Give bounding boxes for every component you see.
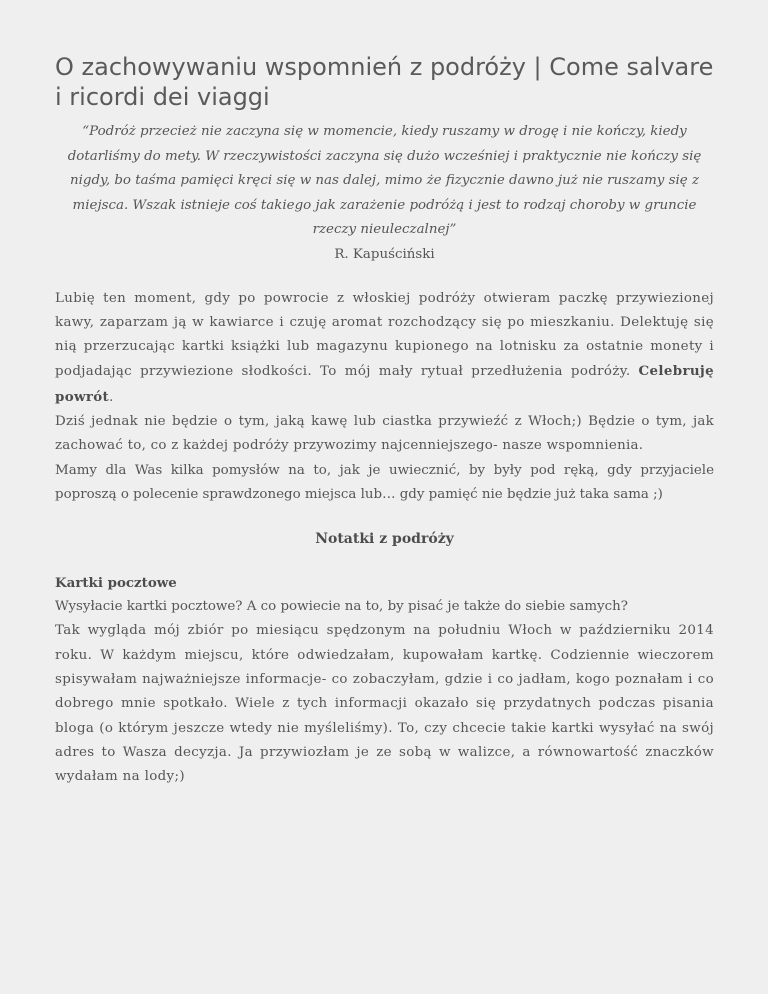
intro-paragraph-1-text: Lubię ten moment, gdy po powrocie z włoskiej podróży otwieram paczkę przywiezionej kawy, zaparzam ją w kawiarce i czuję aromat rozchodzący się po mieszkaniu. Delektuję się nią przerzucając kartki książki lub magazynu kupionego na lotnisku za ostatnie monety i podjadając przywiezione słodkości. To mój mały rytuał przedłużenia podróży.	[55, 290, 714, 380]
article-title: O zachowywaniu wspomnień z podróży | Come salvare i ricordi dei viaggi	[55, 53, 714, 111]
quote-author: R. Kapuściński	[334, 246, 435, 262]
intro-paragraph-1-end: .	[109, 389, 114, 405]
intro-paragraph-3: Mamy dla Was kilka pomysłów na to, jak je uwiecznić, by były pod ręką, gdy przyjaciele poproszą o polecenie sprawdzonego miejsca lub… gdy pamięć nie będzie już taka sama ;)	[55, 462, 714, 502]
intro-paragraph-1-bold: Celebruję powrót	[55, 363, 714, 405]
subsection-heading-postcards: Kartki pocztowe	[55, 575, 177, 592]
intro-paragraph-2: Dziś jednak nie będzie o tym, jaką kawę lub ciastka przywieźć z Włoch;) Będzie o tym, jak zachować to, co z każdej podróży przywozimy najcenniejszego- nasze wspomnienia.	[55, 413, 714, 454]
postcards-paragraph-2: Tak wygląda mój zbiór po miesiącu spędzonym na południu Włoch w październiku 2014 roku. W każdym miejscu, które odwiedzałam, kupowałam kartkę. Codziennie wieczorem spisywałam najważniejsze informacje- co zobaczyłam, gdzie i co jadłam, kogo poznałam i co dobrego mnie spotkało. Wiele z tych informacji okazało się przydatnych podczas pisania bloga (o którym jeszcze wtedy nie myśleliśmy). To, czy chcecie takie kartki wysyłać na swój adres to Wasza decyzja. Ja przywiozłam je ze sobą w walizce, a równowartość znaczków wydałam na lody;)	[55, 623, 714, 785]
intro-paragraph-1	[55, 287, 714, 410]
opening-quote: “Podróż przecież nie zaczyna się w momencie, kiedy ruszamy w drogę i nie kończy, kiedy dotarliśmy do mety. W rzeczywistości zaczyna się dużo wcześniej i praktycznie nie kończy się nigdy, bo taśma pamięci kręci się w nas dalej, mimo że fizycznie dawno już nie ruszamy się z miejsca. Wszak istnieje coś takiego jak zarażenie podróżą i jest to rodzaj choroby w gruncie rzeczy nieuleczalnej”	[67, 124, 702, 237]
section-heading-travel-notes: Notatki z podróży	[315, 531, 454, 548]
postcards-paragraph-1: Wysyłacie kartki pocztowe? A co powiecie na to, by pisać je także do siebie samych?	[55, 599, 628, 615]
